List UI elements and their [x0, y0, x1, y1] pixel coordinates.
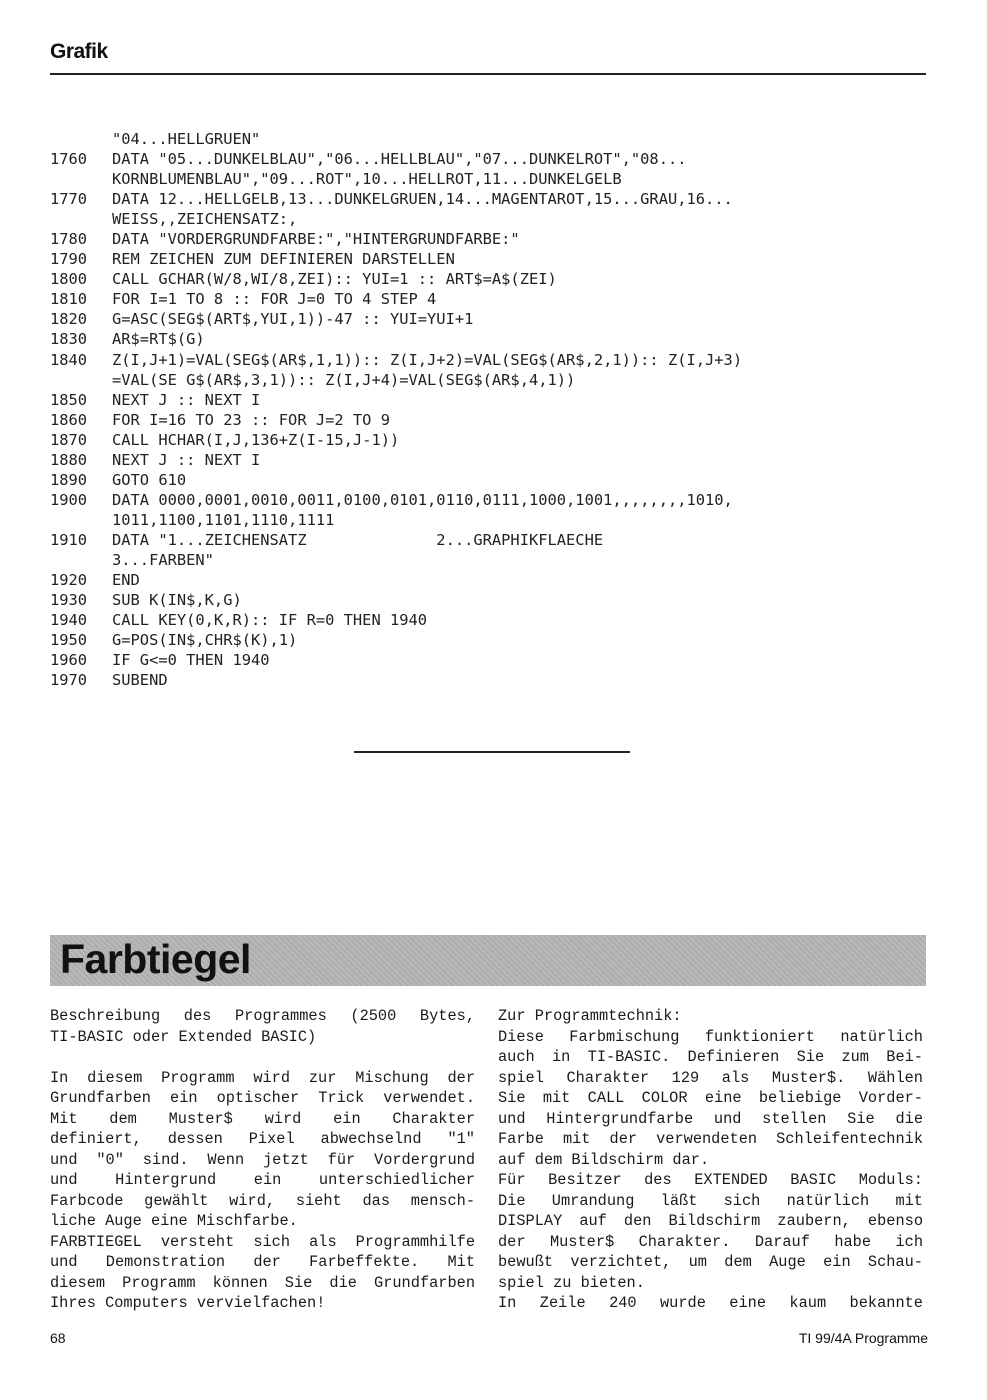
line-number: 1930	[50, 591, 88, 610]
text-line: diesem Programm können Sie die Grundfarben	[50, 1273, 475, 1292]
code-line	[50, 650, 940, 670]
line-number: 1910	[50, 530, 88, 549]
text-line: In Zeile 240 wurde eine kaum bekannte	[498, 1294, 923, 1312]
text-line: Für Besitzer des EXTENDED BASIC Moduls:	[498, 1171, 923, 1189]
code-statement: DATA "VORDERGRUNDFARBE:","HINTERGRUNDFARBE:"	[112, 230, 520, 249]
page-number: 68	[50, 1330, 66, 1346]
text-line	[50, 1047, 475, 1068]
text-line: FARBTIEGEL versteht sich als Programmhilfe	[50, 1232, 475, 1251]
line-number: 1870	[50, 430, 88, 449]
article-title-banner	[50, 935, 926, 986]
text-line: und Hintergrund ein unterschiedlicher	[50, 1171, 475, 1189]
code-line	[50, 309, 940, 329]
code-line	[50, 370, 940, 390]
line-number: 1780	[50, 230, 88, 249]
text-line: In diesem Programm wird zur Mischung der	[50, 1068, 475, 1087]
code-statement: 1011,1100,1101,1110,1111	[112, 510, 335, 529]
line-number: 1820	[50, 310, 88, 329]
code-line	[50, 630, 940, 650]
book-title: TI 99/4A Programme	[798, 1330, 928, 1346]
code-line	[50, 450, 940, 470]
text-line: Sie mit CALL COLOR eine beliebige Vorder-	[498, 1089, 923, 1107]
text-line: und Hintergrundfarbe und stellen Sie die	[498, 1109, 923, 1128]
code-statement: SUBEND	[112, 671, 168, 690]
header-divider	[50, 73, 926, 75]
code-statement: DATA "05...DUNKELBLAU","06...HELLBLAU","07...DUNKELROT","08...	[112, 150, 687, 169]
code-statement: G=ASC(SEG$(ART$,YUI,1))-47 :: YUI=YUI+1	[112, 310, 474, 329]
code-statement: IF G<=0 THEN 1940	[112, 651, 270, 670]
line-number: 1790	[50, 250, 88, 269]
code-line	[50, 590, 940, 610]
line-number: 1900	[50, 490, 88, 509]
code-line	[50, 510, 940, 530]
text-line: Ihres Computers vervielfachen!	[50, 1294, 326, 1312]
line-number: 1830	[50, 330, 88, 349]
text-line: der Muster$ Charakter. Darauf habe ich	[498, 1232, 923, 1251]
code-line	[50, 289, 940, 309]
code-statement: NEXT J :: NEXT I	[112, 390, 261, 409]
code-line	[50, 329, 940, 349]
text-line: DISPLAY auf den Bildschirm zaubern, ebenso	[498, 1212, 923, 1230]
article-left-column	[50, 1006, 475, 1314]
code-statement: AR$=RT$(G)	[112, 330, 205, 349]
code-line	[50, 249, 940, 269]
code-line	[50, 430, 940, 450]
line-number: 1880	[50, 450, 88, 469]
text-line: Farbcode gewählt wird, sieht das mensch-	[50, 1191, 475, 1210]
code-statement: CALL GCHAR(W/8,WI/8,ZEI):: YUI=1 :: ART$=A$(ZEI)	[112, 270, 557, 289]
text-line: und "0" sind. Wenn jetzt für Vordergrund	[50, 1150, 475, 1169]
code-line	[50, 410, 940, 430]
code-line	[50, 570, 940, 590]
code-statement: WEISS,,ZEICHENSATZ:,	[112, 210, 298, 229]
code-statement: DATA 12...HELLGELB,13...DUNKELGRUEN,14...MAGENTAROT,15...GRAU,16...	[112, 190, 733, 209]
code-line	[50, 350, 940, 370]
code-statement: KORNBLUMENBLAU","09...ROT",10...HELLROT,11...DUNKELGELB	[112, 170, 622, 189]
code-line	[50, 169, 940, 189]
article-right-column	[498, 1006, 923, 1314]
code-line	[50, 470, 940, 490]
code-line	[50, 670, 940, 690]
code-line	[50, 490, 940, 510]
line-number: 1840	[50, 350, 88, 369]
line-number: 1960	[50, 651, 88, 670]
section-heading: Grafik	[50, 40, 108, 63]
code-line	[50, 189, 940, 209]
code-line	[50, 149, 940, 169]
article-title: Farbtiegel	[60, 936, 251, 982]
code-line	[50, 530, 940, 550]
code-statement: DATA "1...ZEICHENSATZ 2...GRAPHIKFLAECHE	[112, 530, 604, 549]
line-number: 1760	[50, 150, 88, 169]
code-line	[50, 390, 940, 410]
line-number: 1970	[50, 671, 88, 690]
line-number: 1890	[50, 470, 88, 489]
code-statement: FOR I=16 TO 23 :: FOR J=2 TO 9	[112, 410, 390, 429]
code-line	[50, 610, 940, 630]
text-line: auf dem Bildschirm dar.	[498, 1150, 710, 1169]
line-number: 1920	[50, 571, 88, 590]
line-number: 1850	[50, 390, 88, 409]
line-number: 1950	[50, 631, 88, 650]
code-statement: DATA 0000,0001,0010,0011,0100,0101,0110,0111,1000,1001,,,,,,,,1010,	[112, 490, 733, 509]
code-statement: =VAL(SE G$(AR$,3,1)):: Z(I,J+4)=VAL(SEG$(AR$,4,1))	[112, 370, 576, 389]
text-line: spiel zu bieten.	[498, 1273, 645, 1292]
code-statement: 3...FARBEN"	[112, 550, 214, 569]
code-line	[50, 269, 940, 289]
text-line: definiert, dessen Pixel abwechselnd "1"	[50, 1130, 475, 1148]
text-line: bewußt verzichtet, um dem Auge ein Schau-	[498, 1253, 923, 1271]
code-line	[50, 209, 940, 229]
code-statement: END	[112, 571, 140, 590]
line-number: 1940	[50, 611, 88, 630]
text-line: Farbe mit der verwendeten Schleifentechnik	[498, 1130, 923, 1148]
code-statement: SUB K(IN$,K,G)	[112, 591, 242, 610]
section-separator	[354, 751, 630, 753]
text-line: Zur Programmtechnik:	[498, 1007, 682, 1025]
code-statement: REM ZEICHEN ZUM DEFINIEREN DARSTELLEN	[112, 250, 455, 269]
text-line: spiel Charakter 129 als Muster$. Wählen	[498, 1068, 923, 1087]
code-statement: CALL HCHAR(I,J,136+Z(I-15,J-1))	[112, 430, 400, 449]
text-line: Die Umrandung läßt sich natürlich mit	[498, 1191, 923, 1210]
text-line: liche Auge eine Mischfarbe.	[50, 1212, 298, 1230]
code-statement: NEXT J :: NEXT I	[112, 450, 261, 469]
basic-code-listing	[50, 129, 940, 690]
line-number: 1770	[50, 190, 88, 209]
text-line: TI-BASIC oder Extended BASIC)	[50, 1027, 317, 1046]
code-statement: FOR I=1 TO 8 :: FOR J=0 TO 4 STEP 4	[112, 290, 437, 309]
line-number: 1800	[50, 270, 88, 289]
text-line: Mit dem Muster$ wird ein Charakter	[50, 1109, 475, 1128]
code-statement: "04...HELLGRUEN"	[112, 130, 261, 148]
text-line: Beschreibung des Programmes (2500 Bytes,	[50, 1007, 475, 1025]
code-statement: CALL KEY(0,K,R):: IF R=0 THEN 1940	[112, 611, 428, 630]
code-statement: G=POS(IN$,CHR$(K),1)	[112, 631, 298, 650]
line-number: 1860	[50, 410, 88, 429]
text-line: Grundfarben ein optischer Trick verwendet.	[50, 1089, 475, 1107]
line-number: 1810	[50, 290, 88, 309]
code-line	[50, 129, 940, 149]
code-line	[50, 550, 940, 570]
code-statement: Z(I,J+1)=VAL(SEG$(AR$,1,1)):: Z(I,J+2)=VAL(SEG$(AR$,2,1)):: Z(I,J+3)	[112, 350, 743, 369]
text-line: und Demonstration der Farbeffekte. Mit	[50, 1253, 475, 1271]
text-line: Diese Farbmischung funktioniert natürlich	[498, 1027, 923, 1046]
text-line: auch in TI-BASIC. Definieren Sie zum Bei-	[498, 1048, 923, 1066]
code-statement: GOTO 610	[112, 470, 187, 489]
code-line	[50, 229, 940, 249]
